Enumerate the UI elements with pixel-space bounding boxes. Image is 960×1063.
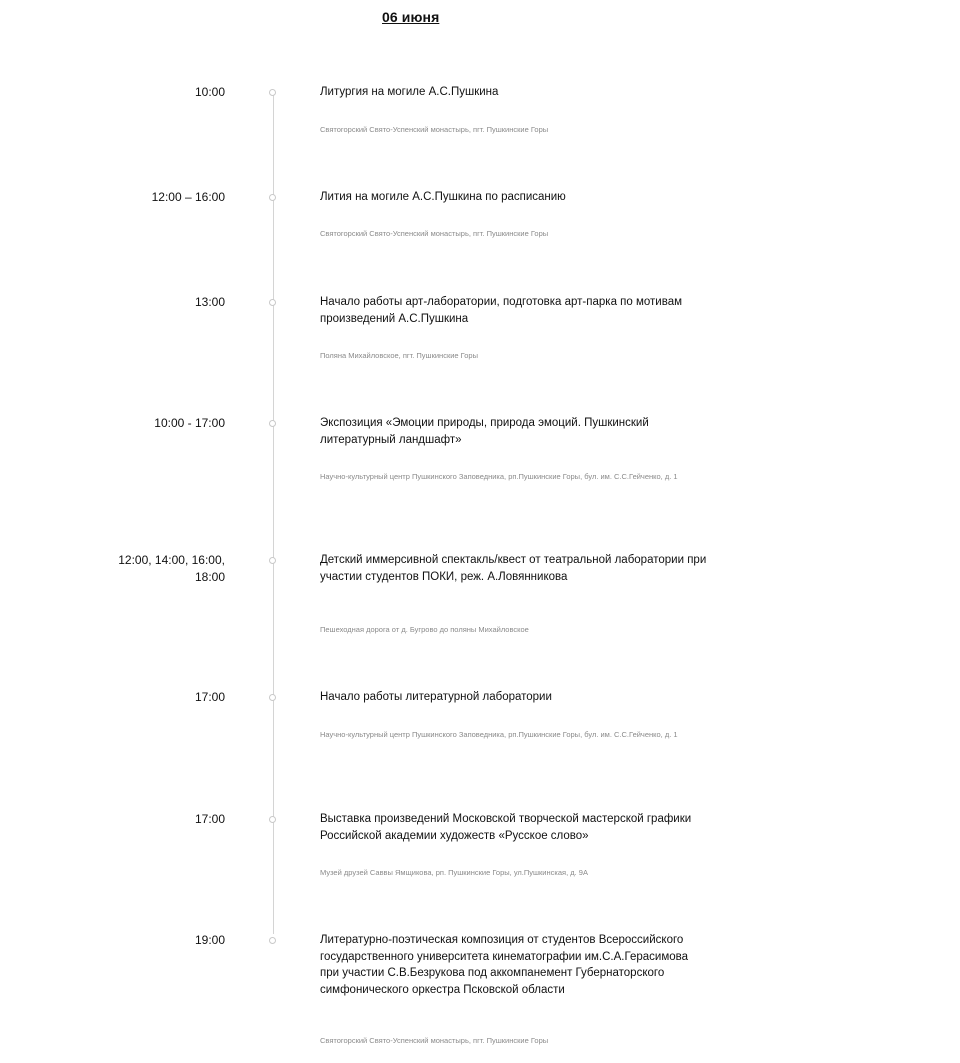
timeline-dot-icon xyxy=(269,420,276,427)
event-time: 12:00, 14:00, 16:00, 18:00 xyxy=(118,553,225,584)
event-title: Лития на могиле А.С.Пушкина по расписанию xyxy=(320,191,566,203)
timeline-line xyxy=(273,94,274,934)
timeline-dot-icon xyxy=(269,194,276,201)
timeline-dot-icon xyxy=(269,694,276,701)
event-title: Начало работы литературной лаборатории xyxy=(320,691,552,703)
event-location: Поляна Михайловское, пгт. Пушкинские Горы xyxy=(320,351,478,360)
event-title: Начало работы арт-лаборатории, подготовка арт-парка по мотивам произведений А.С.Пушкина xyxy=(320,296,682,325)
timeline-dot-icon xyxy=(269,89,276,96)
event-title: Литургия на могиле А.С.Пушкина xyxy=(320,86,499,98)
event-time: 19:00 xyxy=(194,933,225,947)
event-time: 12:00 – 16:00 xyxy=(151,190,225,204)
event-location: Пешеходная дорога от д. Бугрово до поляны Михайловское xyxy=(320,625,529,634)
timeline-dot-icon xyxy=(269,816,276,823)
timeline-dot-icon xyxy=(269,299,276,306)
event-title: Выставка произведений Московской творческой мастерской графики Российской академии художеств «Русское слово» xyxy=(320,813,692,842)
event-location: Музей друзей Саввы Ямщикова, рп. Пушкинские Горы, ул.Пушкинская, д. 9А xyxy=(320,868,588,877)
event-location: Святогорский Свято-Успенский монастырь, пгт. Пушкинские Горы xyxy=(320,229,549,238)
event-time: 10:00 - 17:00 xyxy=(154,416,225,430)
event-title: Экспозиция «Эмоции природы, природа эмоций. Пушкинский литературный ландшафт» xyxy=(320,417,649,446)
event-title: Литературно-поэтическая композиция от студентов Всероссийского государственного университета кинематографии им.С.А.Герасимова при участии С.В.Безрукова под аккомпанемент Губернаторского симфонического оркестра Псковской области xyxy=(320,934,688,996)
timeline-dot-icon xyxy=(269,937,276,944)
event-location: Научно-культурный центр Пушкинского Заповедника, рп.Пушкинские Горы, бул. им. С.С.Гейченко, д. 1 xyxy=(320,472,678,481)
event-time: 17:00 xyxy=(194,812,225,826)
event-time: 10:00 xyxy=(194,85,225,99)
event-location: Святогорский Свято-Успенский монастырь, пгт. Пушкинские Горы xyxy=(320,125,549,134)
event-time: 17:00 xyxy=(194,690,225,704)
timeline-dot-icon xyxy=(269,557,276,564)
event-location: Святогорский Свято-Успенский монастырь, пгт. Пушкинские Горы xyxy=(320,1036,549,1045)
event-title: Детский иммерсивной спектакль/квест от театральной лаборатории при участии студентов ПОКИ, реж. А.Ловянникова xyxy=(320,554,707,583)
event-location: Научно-культурный центр Пушкинского Заповедника, рп.Пушкинские Горы, бул. им. С.С.Гейченко, д. 1 xyxy=(320,730,678,739)
event-time: 13:00 xyxy=(194,295,225,309)
date-heading[interactable]: 06 июня xyxy=(382,9,440,25)
